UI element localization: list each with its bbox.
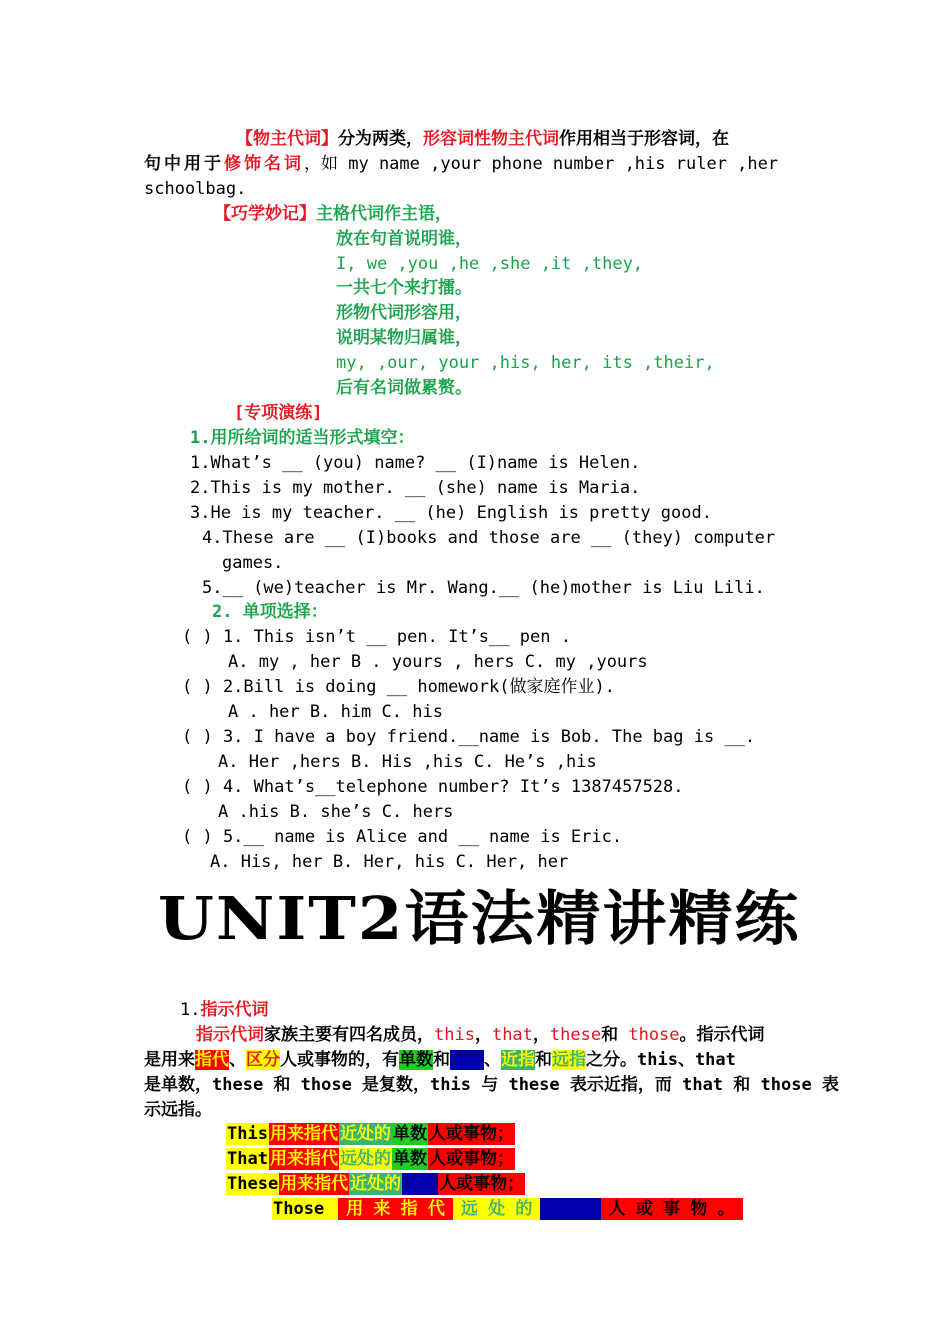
mnemonic-line-5: 说明某物归属谁，: [336, 328, 472, 348]
word-those: those: [628, 1025, 680, 1045]
rule-d: 人或事物；: [428, 1124, 514, 1144]
hl-singular: 单数: [399, 1050, 433, 1070]
rule-c: 复 数: [540, 1198, 600, 1220]
mnemonic-line-2: I, we ,you ,he ,she ,it ,they,: [336, 254, 644, 274]
rule-row-those: [272, 1198, 743, 1220]
rule-a: 用来指代: [269, 1124, 338, 1144]
mc-question-4: ( ) 4. What’s__telephone number? It’s 1387457528.: [182, 777, 684, 797]
hl-zhidai: 指代: [195, 1050, 229, 1070]
rule-c: 复数: [403, 1174, 438, 1194]
rule-a: 用 来 指 代: [338, 1198, 453, 1220]
rule-row-this: [226, 1123, 515, 1145]
question-4: 4.These are __ (I)books and those are __ (they) computer: [202, 528, 776, 548]
pronoun-intro-line3: schoolbag.: [144, 179, 247, 199]
p1-text: 家族主要有四名成员，: [264, 1025, 434, 1045]
rule-word: Those: [272, 1198, 338, 1220]
p2-text2: 人或事物的，有: [280, 1050, 399, 1070]
demonstratives-p4: 示远指。: [144, 1100, 212, 1120]
hl-near: 近指: [501, 1050, 535, 1070]
rule-b: 近处的: [350, 1174, 402, 1194]
demonstratives-p2: [144, 1049, 736, 1071]
part1-title: 1.用所给词的适当形式填空：: [190, 428, 415, 448]
demonstratives-heading: [180, 999, 268, 1021]
adjectival-possessive: 形容词性物主代词: [423, 129, 559, 149]
p2-and: 和: [433, 1050, 450, 1070]
hl-plural: 复数: [450, 1050, 484, 1070]
mc-question-3: ( ) 3. I have a boy friend.__name is Bob. The bag is __.: [182, 727, 756, 747]
question-5: 5.__ (we)teacher is Mr. Wang.__ (he)mother is Liu Lili.: [202, 578, 765, 598]
p2-sep2: 、: [484, 1050, 501, 1070]
hl-far: 远指: [552, 1050, 586, 1070]
practice-header: [专项演练]: [234, 403, 323, 423]
mnemonic-line-4: 形物代词形容用，: [336, 303, 472, 323]
heading-text: 指示代词: [200, 1000, 269, 1020]
rule-d: 人或事物；: [439, 1174, 525, 1194]
mc-options-3: A. Her ,hers B. His ,his C. He’s ,his: [218, 752, 597, 772]
part2-title: 2. 单项选择：: [212, 602, 328, 622]
word-these: these: [549, 1025, 602, 1045]
question-4-cont: games.: [222, 553, 284, 573]
mc-options-1: A. my , her B . yours , hers C. my ,yours: [228, 652, 648, 672]
demonstratives-p3: 是单数，these 和 those 是复数，this 与 these 表示近指，而 that 和 those 表: [144, 1075, 839, 1095]
modify-noun: 修饰名词: [224, 154, 304, 174]
mnemonic-line-3: 一共七个来打擂。: [336, 278, 472, 298]
rule-d: 人或事物；: [428, 1149, 514, 1169]
pronoun-intro-line1: [236, 128, 729, 150]
rule-d: 人 或 事 物 。: [601, 1198, 743, 1220]
rule-row-that: [226, 1148, 515, 1170]
mc-options-2: A . her B. him C. his: [228, 702, 443, 722]
pronoun-intro-line2: [144, 153, 778, 175]
mnemonic-text: 主格代词作主语，: [316, 204, 452, 224]
rule-word: These: [227, 1174, 279, 1194]
mc-question-5: ( ) 5.__ name is Alice and __ name is Eric.: [182, 827, 623, 847]
question-1: 1.What’s __ (you) name? __ (I)name is Helen.: [190, 453, 641, 473]
rule-b: 近处的: [339, 1124, 391, 1144]
rule-b: 远 处 的: [453, 1198, 540, 1220]
rule-a: 用来指代: [280, 1174, 349, 1194]
mnemonic-line-6: my, ,our, your ,his, her, its ,their,: [336, 353, 715, 373]
possessive-bracket: 【物主代词】: [236, 129, 338, 149]
unit-title: UNIT2语法精讲精练: [158, 884, 801, 954]
p1-term: 指示代词: [196, 1025, 264, 1045]
intro-text-1: 分为两类，: [338, 129, 423, 149]
p2-sep: 、: [229, 1050, 246, 1070]
mc-options-4: A .his B. she’s C. hers: [218, 802, 454, 822]
rule-b: 远处的: [339, 1149, 391, 1169]
rule-a: 用来指代: [269, 1149, 338, 1169]
mnemonic-line-0: [214, 203, 452, 225]
question-3: 3.He is my teacher. __ (he) English is pretty good.: [190, 503, 712, 523]
intro-examples: ，如 my name ,your phone number ,his ruler ,her: [304, 154, 779, 174]
word-this: this: [434, 1025, 475, 1045]
section-number: 1.: [180, 1000, 201, 1020]
intro-text-3: 句中用于: [144, 154, 224, 174]
mnemonic-line-1: 放在句首说明谁，: [336, 229, 472, 249]
hl-qufen: 区分: [246, 1050, 280, 1070]
p2-and2: 和: [535, 1050, 552, 1070]
p2-text: 是用来: [144, 1050, 195, 1070]
rule-word: That: [227, 1149, 268, 1169]
demonstratives-p1: 指示代词家族主要有四名成员，this，that，these和 those。指示代词: [196, 1025, 765, 1045]
mnemonic-line-7: 后有名词做累赘。: [336, 378, 472, 398]
rule-word: This: [227, 1124, 268, 1144]
rule-c: 单数: [392, 1149, 427, 1169]
mc-options-5: A. His, her B. Her, his C. Her, her: [210, 852, 569, 872]
rule-row-these: [226, 1173, 525, 1195]
p1-and: 和: [601, 1025, 619, 1045]
mnemonic-bracket: 【巧学妙记】: [214, 204, 316, 224]
p2-end: 之分。this、that: [586, 1050, 736, 1070]
mc-question-2: ( ) 2.Bill is doing __ homework(做家庭作业).: [182, 677, 615, 697]
p1-end: 。指示代词: [679, 1025, 765, 1045]
word-that: that: [491, 1025, 533, 1045]
rule-c: 单数: [392, 1124, 427, 1144]
question-2: 2.This is my mother. __ (she) name is Maria.: [190, 478, 641, 498]
intro-text-2: 作用相当于形容词，在: [559, 129, 729, 149]
mc-question-1: ( ) 1. This isn’t __ pen. It’s__ pen .: [182, 627, 571, 647]
